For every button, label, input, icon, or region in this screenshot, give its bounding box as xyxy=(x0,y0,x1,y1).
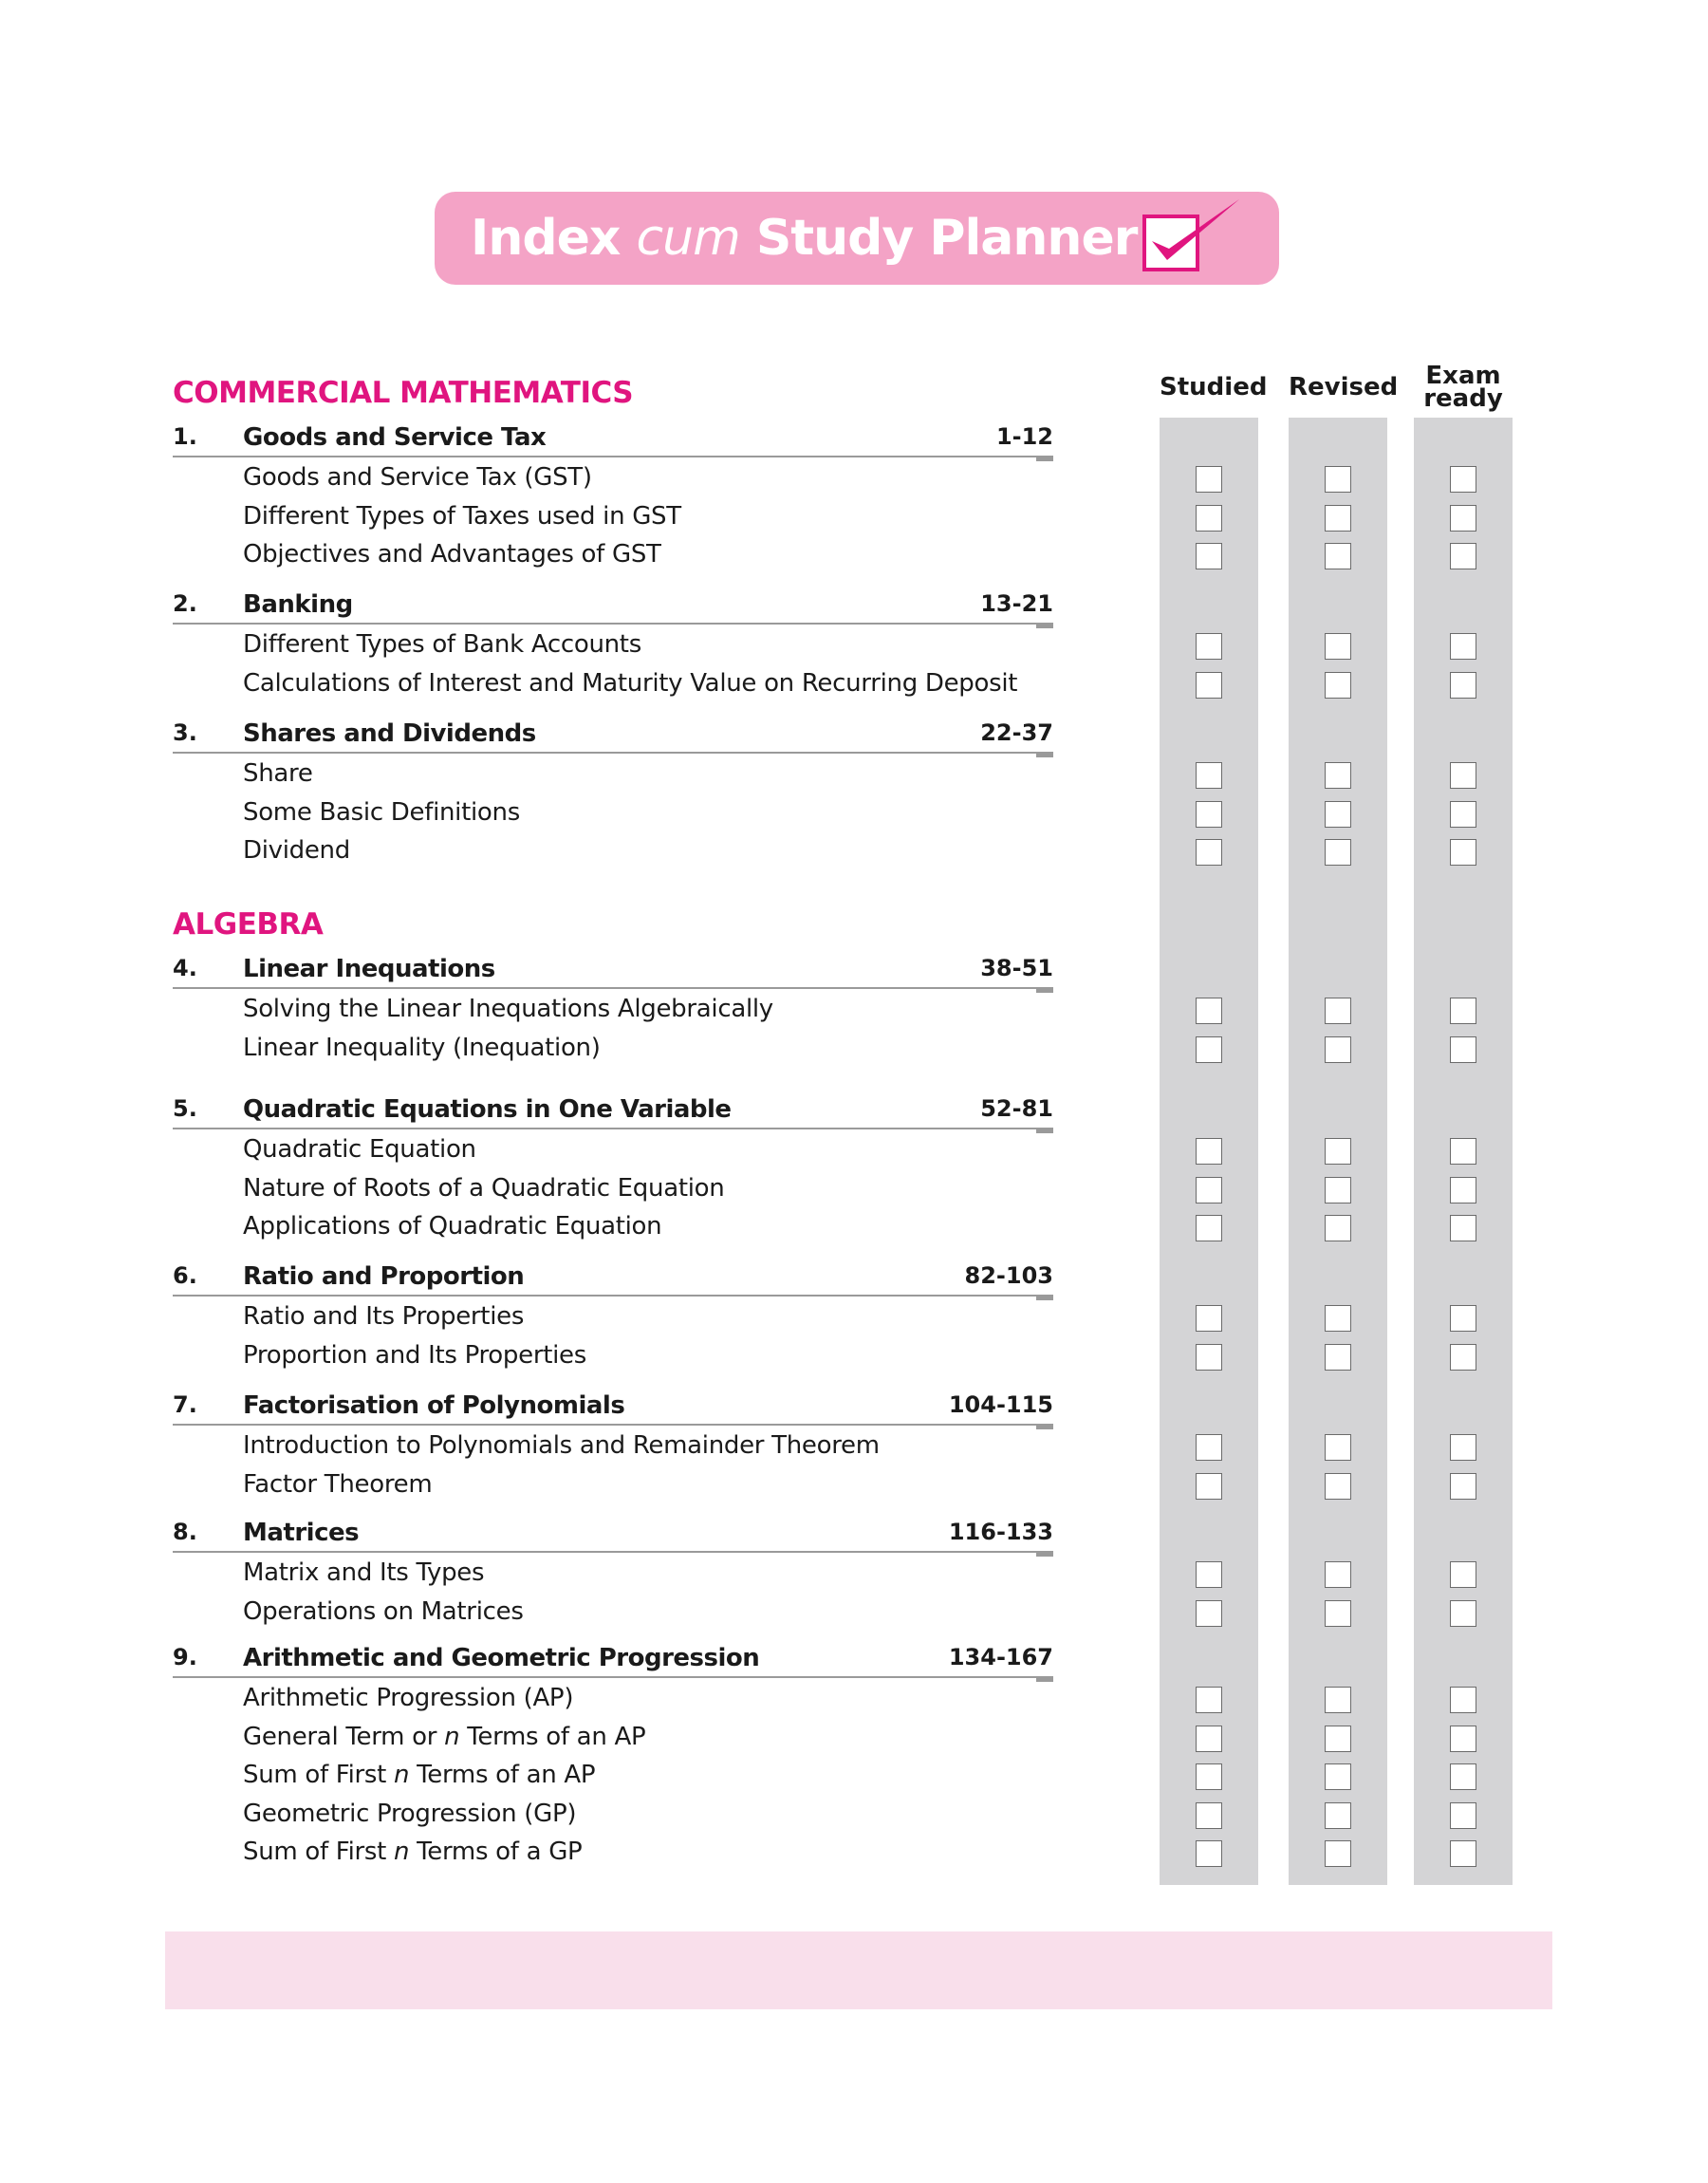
chapter-divider-tail xyxy=(1036,625,1053,628)
chapter-pages: 134-167 xyxy=(948,1644,1053,1670)
chapter-number: 1. xyxy=(173,423,197,450)
studied-checkbox-icon[interactable] xyxy=(1196,466,1222,493)
revised-checkbox-icon[interactable] xyxy=(1325,1687,1351,1713)
topic-item: Different Types of Taxes used in GST xyxy=(243,501,681,531)
studied-checkbox-icon[interactable] xyxy=(1196,1840,1222,1867)
revised-checkbox-icon[interactable] xyxy=(1325,1138,1351,1165)
chapter-divider xyxy=(173,1128,1053,1129)
studied-checkbox-icon[interactable] xyxy=(1196,839,1222,866)
exam-ready-checkbox-icon[interactable] xyxy=(1450,1600,1476,1627)
chapter-pages: 1-12 xyxy=(995,423,1053,450)
check-box-icon xyxy=(1137,196,1251,281)
topic-item: Linear Inequality (Inequation) xyxy=(243,1033,601,1062)
topic-item: General Term or n Terms of an AP xyxy=(243,1722,646,1751)
chapter-row xyxy=(173,1095,1053,1128)
chapter-number: 6. xyxy=(173,1262,197,1289)
revised-checkbox-icon[interactable] xyxy=(1325,505,1351,532)
chapter-divider xyxy=(173,623,1053,625)
revised-checkbox-icon[interactable] xyxy=(1325,1473,1351,1500)
chapter-title: Quadratic Equations in One Variable xyxy=(243,1095,732,1124)
exam-ready-checkbox-icon[interactable] xyxy=(1450,1561,1476,1588)
chapter-title: Factorisation of Polynomials xyxy=(243,1391,625,1420)
chapter-divider-tail xyxy=(1036,457,1053,461)
topic-item: Sum of First n Terms of an AP xyxy=(243,1761,596,1789)
exam-ready-checkbox-icon[interactable] xyxy=(1450,1763,1476,1790)
chapter-pages: 104-115 xyxy=(948,1391,1053,1418)
studied-checkbox-icon[interactable] xyxy=(1196,1215,1222,1241)
revised-checkbox-icon[interactable] xyxy=(1325,1036,1351,1063)
topic-item: Ratio and Its Properties xyxy=(243,1302,525,1331)
page-title: Index cum Study Planner xyxy=(471,210,1138,267)
revised-checkbox-icon[interactable] xyxy=(1325,1434,1351,1461)
exam-ready-checkbox-icon[interactable] xyxy=(1450,762,1476,789)
revised-checkbox-icon[interactable] xyxy=(1325,672,1351,699)
column-head-studied: Studied xyxy=(1160,373,1268,401)
column-head-revised: Revised xyxy=(1289,373,1399,401)
topic-item: Goods and Service Tax (GST) xyxy=(243,463,592,492)
topic-item: Share xyxy=(243,759,313,788)
chapter-divider-tail xyxy=(1036,1426,1053,1429)
studied-checkbox-icon[interactable] xyxy=(1196,1802,1222,1829)
topic-item: Objectives and Advantages of GST xyxy=(243,540,661,569)
revised-checkbox-icon[interactable] xyxy=(1325,1561,1351,1588)
chapter-divider xyxy=(173,1676,1053,1678)
topic-item: Solving the Linear Inequations Algebraically xyxy=(243,995,773,1023)
chapter-row xyxy=(173,719,1053,752)
topic-item: Different Types of Bank Accounts xyxy=(243,630,641,659)
chapter-divider-tail xyxy=(1036,754,1053,757)
chapter-title: Banking xyxy=(243,590,353,619)
chapter-row xyxy=(173,955,1053,987)
chapter-divider xyxy=(173,1295,1053,1297)
chapter-title: Arithmetic and Geometric Progression xyxy=(243,1644,760,1672)
column-head-exam-ready: Exam ready xyxy=(1423,362,1503,413)
exam-ready-checkbox-icon[interactable] xyxy=(1450,1344,1476,1371)
exam-ready-checkbox-icon[interactable] xyxy=(1450,1434,1476,1461)
revised-checkbox-icon[interactable] xyxy=(1325,1802,1351,1829)
topic-item: Introduction to Polynomials and Remainder Theorem xyxy=(243,1431,880,1460)
chapter-number: 2. xyxy=(173,590,197,617)
chapter-pages: 22-37 xyxy=(980,719,1053,746)
chapter-pages: 116-133 xyxy=(948,1519,1053,1545)
studied-checkbox-icon[interactable] xyxy=(1196,672,1222,699)
revised-checkbox-icon[interactable] xyxy=(1325,1305,1351,1332)
chapter-row xyxy=(173,1519,1053,1551)
chapter-number: 7. xyxy=(173,1391,197,1418)
exam-ready-checkbox-icon[interactable] xyxy=(1450,1215,1476,1241)
studied-checkbox-icon[interactable] xyxy=(1196,1036,1222,1063)
studied-checkbox-icon[interactable] xyxy=(1196,801,1222,828)
exam-ready-checkbox-icon[interactable] xyxy=(1450,672,1476,699)
revised-checkbox-icon[interactable] xyxy=(1325,1726,1351,1752)
exam-ready-checkbox-icon[interactable] xyxy=(1450,633,1476,660)
chapter-divider-tail xyxy=(1036,1678,1053,1682)
chapter-pages: 38-51 xyxy=(980,955,1053,981)
topic-item: Proportion and Its Properties xyxy=(243,1340,586,1370)
exam-ready-checkbox-icon[interactable] xyxy=(1450,839,1476,866)
topic-item: Sum of First n Terms of a GP xyxy=(243,1838,583,1866)
studied-checkbox-icon[interactable] xyxy=(1196,1600,1222,1627)
studied-checkbox-icon[interactable] xyxy=(1196,1138,1222,1165)
topic-item: Some Basic Definitions xyxy=(243,797,520,827)
chapter-row xyxy=(173,1262,1053,1295)
studied-checkbox-icon[interactable] xyxy=(1196,1434,1222,1461)
studied-checkbox-icon[interactable] xyxy=(1196,998,1222,1024)
topic-item: Arithmetic Progression (AP) xyxy=(243,1684,574,1712)
revised-checkbox-icon[interactable] xyxy=(1325,839,1351,866)
chapter-row xyxy=(173,1644,1053,1676)
exam-ready-checkbox-icon[interactable] xyxy=(1450,1687,1476,1713)
chapter-row xyxy=(173,1391,1053,1424)
topic-item: Dividend xyxy=(243,836,350,865)
exam-ready-checkbox-icon[interactable] xyxy=(1450,801,1476,828)
revised-checkbox-icon[interactable] xyxy=(1325,762,1351,789)
studied-checkbox-icon[interactable] xyxy=(1196,1561,1222,1588)
exam-ready-checkbox-icon[interactable] xyxy=(1450,998,1476,1024)
chapter-number: 5. xyxy=(173,1095,197,1122)
topic-item: Nature of Roots of a Quadratic Equation xyxy=(243,1173,725,1203)
chapter-pages: 52-81 xyxy=(980,1095,1053,1122)
exam-ready-checkbox-icon[interactable] xyxy=(1450,543,1476,569)
chapter-divider xyxy=(173,456,1053,457)
studied-checkbox-icon[interactable] xyxy=(1196,1177,1222,1203)
chapter-divider xyxy=(173,1424,1053,1426)
topic-item: Quadratic Equation xyxy=(243,1135,476,1164)
chapter-row xyxy=(173,590,1053,623)
chapter-title: Shares and Dividends xyxy=(243,719,536,748)
chapter-divider xyxy=(173,752,1053,754)
studied-checkbox-icon[interactable] xyxy=(1196,1473,1222,1500)
exam-ready-checkbox-icon[interactable] xyxy=(1450,1305,1476,1332)
exam-ready-checkbox-icon[interactable] xyxy=(1450,1840,1476,1867)
revised-checkbox-icon[interactable] xyxy=(1325,1763,1351,1790)
studied-checkbox-icon[interactable] xyxy=(1196,1726,1222,1752)
revised-checkbox-icon[interactable] xyxy=(1325,1215,1351,1241)
exam-ready-checkbox-icon[interactable] xyxy=(1450,1036,1476,1063)
chapter-divider-tail xyxy=(1036,1553,1053,1557)
revised-checkbox-icon[interactable] xyxy=(1325,1344,1351,1371)
revised-checkbox-icon[interactable] xyxy=(1325,466,1351,493)
revised-checkbox-icon[interactable] xyxy=(1325,1840,1351,1867)
chapter-divider-tail xyxy=(1036,989,1053,993)
exam-ready-checkbox-icon[interactable] xyxy=(1450,466,1476,493)
studied-checkbox-icon[interactable] xyxy=(1196,543,1222,569)
topic-item: Applications of Quadratic Equation xyxy=(243,1212,662,1241)
revised-checkbox-icon[interactable] xyxy=(1325,543,1351,569)
topic-item: Geometric Progression (GP) xyxy=(243,1799,577,1828)
chapter-number: 3. xyxy=(173,719,197,746)
title-italic: cum xyxy=(636,210,740,267)
chapter-divider-tail xyxy=(1036,1129,1053,1133)
chapter-title: Goods and Service Tax xyxy=(243,423,547,452)
topic-item: Calculations of Interest and Maturity Value on Recurring Deposit xyxy=(243,668,1018,698)
chapter-divider xyxy=(173,1551,1053,1553)
chapter-row xyxy=(173,423,1053,456)
studied-checkbox-icon[interactable] xyxy=(1196,1687,1222,1713)
revised-checkbox-icon[interactable] xyxy=(1325,998,1351,1024)
chapter-divider xyxy=(173,987,1053,989)
topic-item: Matrix and Its Types xyxy=(243,1558,485,1587)
chapter-title: Ratio and Proportion xyxy=(243,1262,525,1291)
section-heading-algebra: ALGEBRA xyxy=(173,907,324,942)
title-banner xyxy=(435,192,1279,285)
chapter-divider-tail xyxy=(1036,1297,1053,1300)
footer-band xyxy=(165,1931,1552,2009)
exam-ready-checkbox-icon[interactable] xyxy=(1450,1177,1476,1203)
chapter-title: Linear Inequations xyxy=(243,955,495,983)
exam-ready-checkbox-icon[interactable] xyxy=(1450,1726,1476,1752)
exam-ready-checkbox-icon[interactable] xyxy=(1450,1138,1476,1165)
studied-checkbox-icon[interactable] xyxy=(1196,633,1222,660)
exam-ready-checkbox-icon[interactable] xyxy=(1450,1802,1476,1829)
studied-checkbox-icon[interactable] xyxy=(1196,1305,1222,1332)
chapter-number: 4. xyxy=(173,955,197,981)
chapter-pages: 82-103 xyxy=(964,1262,1053,1289)
chapter-number: 8. xyxy=(173,1519,197,1545)
revised-checkbox-icon[interactable] xyxy=(1325,1600,1351,1627)
section-heading-commercial-mathematics: COMMERCIAL MATHEMATICS xyxy=(173,376,634,410)
topic-item: Factor Theorem xyxy=(243,1469,433,1499)
revised-checkbox-icon[interactable] xyxy=(1325,1177,1351,1203)
chapter-title: Matrices xyxy=(243,1519,360,1547)
studied-checkbox-icon[interactable] xyxy=(1196,762,1222,789)
chapter-pages: 13-21 xyxy=(980,590,1053,617)
studied-checkbox-icon[interactable] xyxy=(1196,1763,1222,1790)
revised-checkbox-icon[interactable] xyxy=(1325,633,1351,660)
chapter-number: 9. xyxy=(173,1644,197,1670)
studied-checkbox-icon[interactable] xyxy=(1196,505,1222,532)
studied-checkbox-icon[interactable] xyxy=(1196,1344,1222,1371)
topic-item: Operations on Matrices xyxy=(243,1596,524,1626)
exam-ready-checkbox-icon[interactable] xyxy=(1450,1473,1476,1500)
exam-ready-checkbox-icon[interactable] xyxy=(1450,505,1476,532)
revised-checkbox-icon[interactable] xyxy=(1325,801,1351,828)
